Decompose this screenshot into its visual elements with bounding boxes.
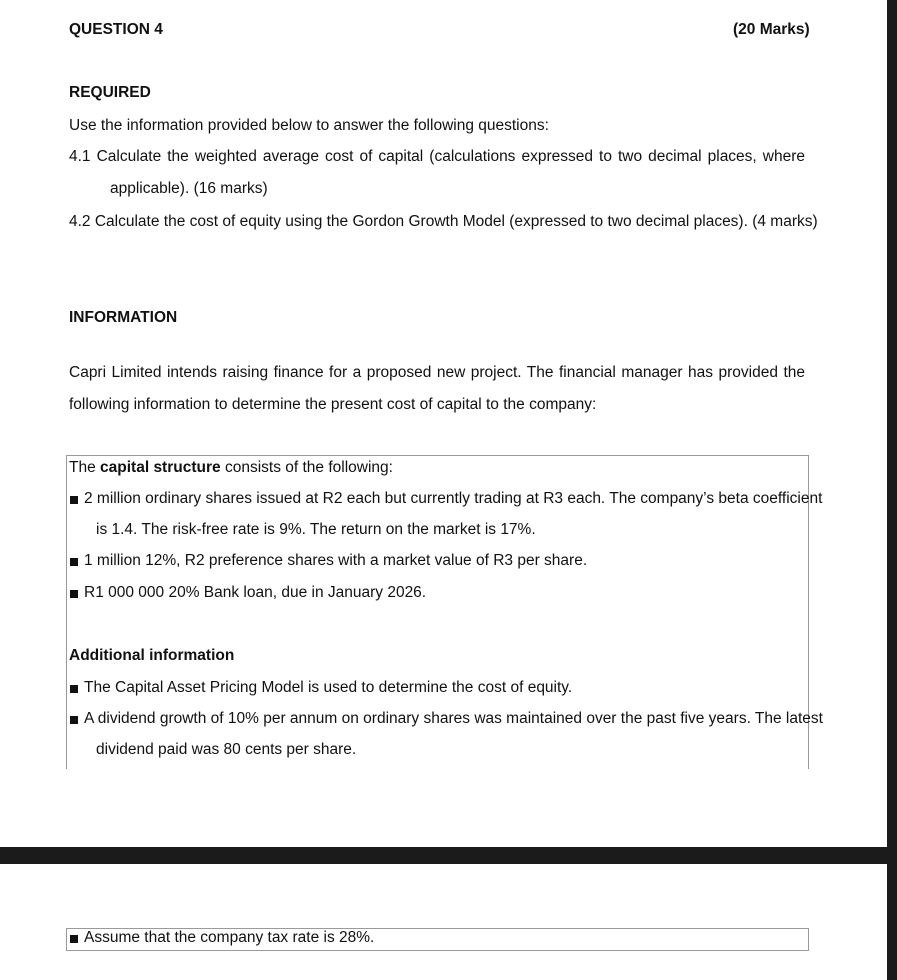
capital-structure-suffix: consists of the following: [224, 459, 393, 476]
question-4-2: 4.2 Calculate the cost of equity using the Gordon Growth Model (expressed to two decimal places). (4 marks) [69, 213, 818, 230]
capital-item-1-line-2: is 1.4. The risk-free rate is 9%. The return on the market is 17%. [96, 521, 536, 538]
information-paragraph-line-1: Capri Limited intends raising finance for a proposed new project. The financial manager has provided the [69, 364, 805, 381]
question-4-1-continued: applicable). (16 marks) [110, 180, 268, 197]
page-2 [0, 864, 887, 980]
question-marks: (20 Marks) [733, 21, 810, 38]
additional-item-2-line-1: A dividend growth of 10% per annum on ordinary shares was maintained over the past five years. The latest [84, 710, 823, 727]
square-bullet-icon [70, 685, 78, 693]
capital-item-3: R1 000 000 20% Bank loan, due in January 2026. [84, 584, 427, 601]
square-bullet-icon [70, 716, 78, 724]
square-bullet-icon [70, 590, 78, 598]
capital-item-1-line-1: 2 million ordinary shares issued at R2 each but currently trading at R3 each. The company’s beta coefficient [84, 490, 823, 507]
square-bullet-icon [70, 558, 78, 566]
additional-item-1: The Capital Asset Pricing Model is used to determine the cost of equity. [84, 679, 573, 696]
capital-structure-intro [69, 459, 393, 477]
information-paragraph-line-2: following information to determine the present cost of capital to the company: [69, 396, 597, 413]
information-heading: INFORMATION [69, 309, 178, 326]
question-4-1: 4.1 Calculate the weighted average cost of capital (calculations expressed to two decimal places, where [69, 148, 805, 165]
additional-info-heading: Additional information [69, 647, 235, 664]
capital-structure-prefix: The [69, 459, 96, 476]
viewer-right-edge [887, 0, 897, 980]
additional-item-2-line-2: dividend paid was 80 cents per share. [96, 741, 357, 758]
required-heading: REQUIRED [69, 84, 151, 101]
required-intro: Use the information provided below to answer the following questions: [69, 117, 549, 134]
square-bullet-icon [70, 496, 78, 504]
capital-item-2: 1 million 12%, R2 preference shares with a market value of R3 per share. [84, 552, 588, 569]
tax-rate-item: Assume that the company tax rate is 28%. [84, 929, 375, 946]
question-title: QUESTION 4 [69, 21, 163, 38]
page-separator [0, 847, 897, 864]
capital-structure-bold: capital structure [100, 459, 221, 476]
square-bullet-icon [70, 935, 78, 943]
